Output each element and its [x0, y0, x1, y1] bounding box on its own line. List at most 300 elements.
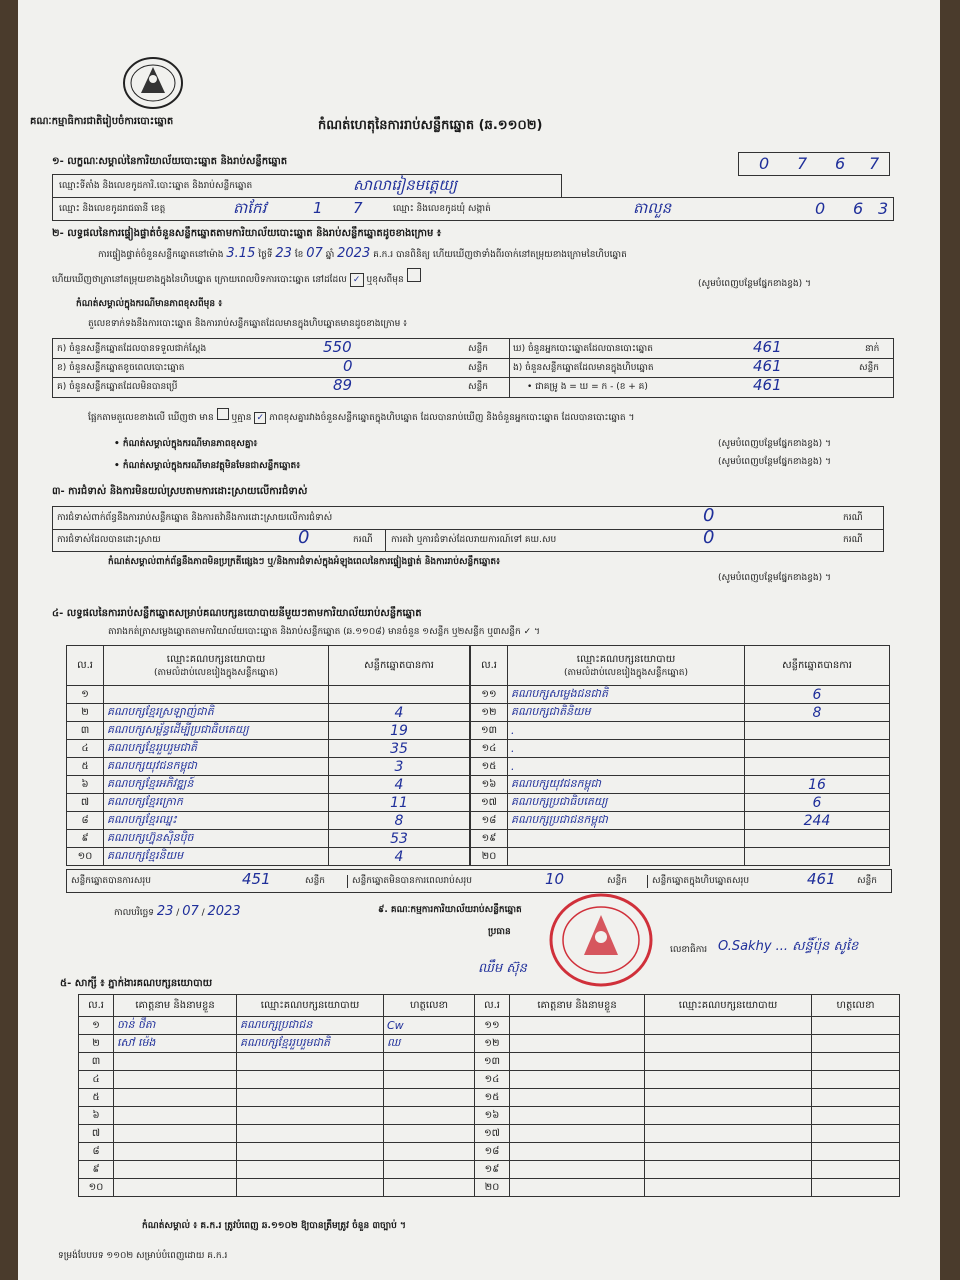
- row-number: ១២: [471, 704, 508, 722]
- has-diff-checkbox[interactable]: [217, 408, 229, 420]
- footer-text: ទម្រង់បែបបទ ១១០២ សម្រាប់បំពេញដោយ គ.ក.រ: [58, 1251, 228, 1261]
- row-number: ១០: [79, 1179, 114, 1197]
- row-number: ៧: [79, 1125, 114, 1143]
- row-number: ១: [79, 1017, 114, 1035]
- witness-name: [510, 1053, 645, 1071]
- figures-intro: តួលេខទាក់ទងនឹងការបោះឆ្នោត និងការរាប់សន្លឹកឆ្នោតដែលមានក្នុងហិបឆ្នោតមានដូចខាងក្រោម ៖: [88, 319, 408, 329]
- witness-row: [79, 1125, 900, 1143]
- witness-name: [114, 1179, 237, 1197]
- witness-signature: [812, 1053, 900, 1071]
- table-row: [67, 830, 470, 848]
- spoiled-label: ខ) ចំនួនសន្លឹកឆ្នោតខូចពេលបោះឆ្នោត: [57, 363, 185, 373]
- party-votes: [745, 848, 890, 866]
- row-number: ១៦: [475, 1107, 510, 1125]
- org-name: គណៈកម្មាធិការជាតិរៀបចំការបោះឆ្នោត: [30, 116, 174, 127]
- witness-row: [79, 1017, 900, 1035]
- witness-name: [510, 1035, 645, 1053]
- objection-label: ការជំទាស់ពាក់ព័ន្ធនឹងការរាប់សន្លឹកឆ្នោត និងការតវ៉ានឹងការដោះស្រាយលើការជំទាស់: [57, 513, 333, 523]
- witness-name: [510, 1161, 645, 1179]
- party-votes: [745, 830, 890, 848]
- witness-signature: [384, 1143, 475, 1161]
- row-number: ៩: [67, 830, 104, 848]
- party-name: គណបក្សសម្ព័ន្ធដើម្បីប្រជាធិបតេយ្យ: [104, 722, 329, 740]
- witness-party: [645, 1125, 812, 1143]
- verify-label: ការផ្ទៀងផ្ទាត់ចំនួនសន្លឹកឆ្នោតនៅម៉ោង: [98, 250, 224, 260]
- party-name: គណបក្សប្រជាជនកម្ពុជា: [508, 812, 745, 830]
- table-row: [471, 740, 890, 758]
- party-votes: 6: [745, 686, 890, 704]
- party-votes: 11: [329, 794, 470, 812]
- no-diff-checkbox[interactable]: ✓: [254, 412, 266, 424]
- section4-subline: តារាងកត់ត្រាសម្លេងឆ្នោតតាមការិយាល័យបោះឆ្នោត និងរាប់សន្លឹកឆ្នោត (ឆ.១១០៨) មានចំនួន ១សន្លឹក ឬ២សន្លឹក ឬ៣សន្លឹក ✓ ។: [108, 627, 540, 637]
- unit-label: សន្លឹក: [468, 363, 488, 373]
- witness-row: [79, 1053, 900, 1071]
- witness-table: [78, 994, 900, 1197]
- witness-signature: [384, 1107, 475, 1125]
- witness-party: [237, 1125, 384, 1143]
- row-number: ១៣: [475, 1053, 510, 1071]
- section3-heading: ៣- ការជំទាស់ និងការមិនយល់ស្របតាមការដោះស្រាយលើការជំទាស់: [52, 486, 308, 497]
- party-votes: 16: [745, 776, 890, 794]
- witness-name: [114, 1161, 237, 1179]
- party-votes: [329, 686, 470, 704]
- table-row: [471, 686, 890, 704]
- col-no-header: ល.រ: [67, 646, 104, 686]
- witness-name: [510, 1071, 645, 1089]
- diff-lead: ផ្អែកតាមតួលេខខាងលើ ឃើញថា មាន: [88, 413, 214, 423]
- chair-signature: ឈឹម ស៊ុន: [478, 961, 527, 976]
- fill-note-4: (សូមបំពេញបន្ថែមផ្នែកខាងខ្វង) ។: [718, 573, 831, 583]
- row-number: ១៤: [475, 1071, 510, 1089]
- official-stamp-icon: [546, 890, 656, 990]
- bullet-diff: • កំណត់សម្គាល់ក្នុងករណីមានភាពខុសគ្នា៖: [114, 439, 258, 449]
- row-number: ៦: [67, 776, 104, 794]
- document-page: [18, 0, 940, 1280]
- month-value: 07: [306, 246, 323, 261]
- witness-col-name: គោត្តនាម និងនាមខ្លួន: [114, 995, 237, 1017]
- witness-col-sign: ហត្ថលេខា: [384, 995, 475, 1017]
- row-number: ៣: [79, 1053, 114, 1071]
- witness-col-party: ឈ្មោះគណបក្សនយោបាយ: [645, 995, 812, 1017]
- unit-case-label: ករណី: [353, 535, 373, 545]
- total-box-value: 461: [807, 870, 836, 888]
- party-votes: 244: [745, 812, 890, 830]
- row-number: ១: [67, 686, 104, 704]
- witness-name: [510, 1107, 645, 1125]
- secretary-signature: O.Sakhy ... សន្ធិ៍ប៉ុន សូខៃ: [718, 939, 859, 954]
- party-votes: 6: [745, 794, 890, 812]
- spoiled-value: 0: [343, 357, 353, 375]
- received-value: 550: [323, 338, 352, 356]
- figures-table: [52, 338, 894, 398]
- inbox-label: ង) ចំនួនសន្លឹកឆ្នោតដែលមានក្នុងហិបឆ្នោត: [513, 363, 654, 373]
- different-checkbox[interactable]: [407, 268, 421, 282]
- province-label: ឈ្មោះ និងលេខកូដរាជធានី ខេត្ត: [59, 204, 166, 214]
- party-name: [508, 848, 745, 866]
- date-day: 23: [156, 904, 174, 919]
- party-votes: 8: [329, 812, 470, 830]
- secretary-label: លេខាធិការ: [670, 945, 708, 955]
- witness-signature: [812, 1089, 900, 1107]
- row-number: ៨: [67, 812, 104, 830]
- witness-row: [79, 1143, 900, 1161]
- seal-text: [52, 268, 421, 287]
- witness-row: [79, 1107, 900, 1125]
- party-name: .: [508, 722, 745, 740]
- table-row: [67, 722, 470, 740]
- row-number: ១២: [475, 1035, 510, 1053]
- witness-party: [237, 1143, 384, 1161]
- nec-logo-icon: [121, 55, 185, 111]
- row-number: ២០: [471, 848, 508, 866]
- received-label: ក) ចំនួនសន្លឹកឆ្នោតដែលបានទទួលជាក់ស្តែង: [57, 344, 207, 354]
- committee-label: ៩. គណៈកម្មការការិយាល័យរាប់សន្លឹកឆ្នោត: [378, 905, 522, 915]
- col-votes-header: សន្លឹកឆ្នោតបានការ: [745, 646, 890, 686]
- witness-party: [645, 1053, 812, 1071]
- section2-heading: ២- លទ្ធផលនៃការផ្ទៀងផ្ទាត់ចំនួនសន្លឹកឆ្នោតតាមការិយាល័យបោះឆ្នោត និងរាប់សន្លឹកឆ្នោតដូចខាងក្រោម ៖: [52, 228, 442, 239]
- appeal-value: 0: [703, 527, 715, 548]
- witness-col-sign: ហត្ថលេខា: [812, 995, 900, 1017]
- witness-party: [645, 1089, 812, 1107]
- row-number: ៥: [79, 1089, 114, 1107]
- row-number: ១១: [475, 1017, 510, 1035]
- witness-party: [237, 1089, 384, 1107]
- difference-line: [88, 408, 888, 425]
- witness-party: [237, 1107, 384, 1125]
- witness-signature: ឈ: [384, 1035, 475, 1053]
- witness-row: [79, 1179, 900, 1197]
- witness-party: គណបក្សខ្មែររួបរួមជាតិ: [237, 1035, 384, 1053]
- row-number: ១៥: [475, 1089, 510, 1107]
- witness-signature: [384, 1089, 475, 1107]
- party-name: គណបក្សជាតិនិយម: [508, 704, 745, 722]
- col-party-header: [508, 646, 745, 686]
- section1-heading: ១- លក្ខណៈសម្គាល់នៃការិយាល័យបោះឆ្នោត និងរាប់សន្លឹកឆ្នោត: [52, 156, 288, 167]
- witness-name: [510, 1017, 645, 1035]
- witness-name: [510, 1089, 645, 1107]
- site-code-digit: 7: [869, 154, 880, 173]
- witness-signature: [812, 1107, 900, 1125]
- party-name: [508, 830, 745, 848]
- party-header-label: ឈ្មោះគណបក្សនយោបាយ: [166, 653, 266, 665]
- row-number: ១៨: [475, 1143, 510, 1161]
- row-number: ៦: [79, 1107, 114, 1125]
- row-number: ១០: [67, 848, 104, 866]
- row-number: ១៧: [475, 1125, 510, 1143]
- witness-name: [510, 1125, 645, 1143]
- witness-signature: [384, 1179, 475, 1197]
- table-row: [471, 776, 890, 794]
- witness-signature: [812, 1143, 900, 1161]
- witness-party: [645, 1161, 812, 1179]
- witness-party: [645, 1035, 812, 1053]
- party-name: គណបក្សយុវជនកម្ពុជា: [508, 776, 745, 794]
- witness-signature: [812, 1071, 900, 1089]
- witness-signature: [812, 1017, 900, 1035]
- year-value: 2023: [337, 246, 371, 261]
- province-code-1: 1: [313, 199, 323, 217]
- table-row: [67, 758, 470, 776]
- verify-desc: គ.ក.រ បានពិនិត្យ ហើយឃើញថាទាំងពីរចាក់នៅតម្រុយខាងក្រោមនៃហិបឆ្នោត: [373, 250, 627, 260]
- total-box-label: សន្លឹកឆ្នោតក្នុងហិបឆ្នោតសរុប: [647, 875, 749, 888]
- unit-label: សន្លឹក: [468, 344, 488, 354]
- table-row: [67, 704, 470, 722]
- row-number: ១៧: [471, 794, 508, 812]
- witness-row: [79, 1089, 900, 1107]
- row-number: ៤: [79, 1071, 114, 1089]
- party-name: គណបក្សខ្មែរស្រឡាញ់ជាតិ: [104, 704, 329, 722]
- unit-label: សន្លឹក: [468, 382, 488, 392]
- site-code-digit: 0: [759, 154, 770, 173]
- chair-label: ប្រធាន: [488, 927, 511, 937]
- commune-value: តាលួន: [633, 199, 672, 217]
- witness-signature: [384, 1125, 475, 1143]
- party-name: គណបក្សសម្លេងជនជាតិ: [508, 686, 745, 704]
- witness-col-no: ល.រ: [475, 995, 510, 1017]
- site-label: ឈ្មោះទីតាំង និងលេខកូដការិ.បោះឆ្នោត និងរាប់សន្លឹកឆ្នោត: [59, 181, 253, 191]
- table-row: [471, 812, 890, 830]
- page-title: កំណត់ហេតុនៃការរាប់សន្លឹកឆ្នោត (ឆ.១១០២): [318, 118, 543, 133]
- row-number: ១៩: [475, 1161, 510, 1179]
- unit-case-label: ករណី: [843, 535, 863, 545]
- fill-note-3: (សូមបំពេញបន្ថែមផ្នែកខាងខ្វង) ។: [718, 457, 831, 467]
- witness-party: [645, 1179, 812, 1197]
- inbox-value: 461: [753, 357, 782, 375]
- unit-case-label: ករណី: [843, 513, 863, 523]
- row-number: ១១: [471, 686, 508, 704]
- witness-party: [237, 1053, 384, 1071]
- witness-party: [645, 1143, 812, 1161]
- witness-name: [114, 1107, 237, 1125]
- table-row: [471, 848, 890, 866]
- row-number: ១៩: [471, 830, 508, 848]
- witness-party: [237, 1161, 384, 1179]
- witness-name: សៅ ម៉េង: [114, 1035, 237, 1053]
- row-number: ២០: [475, 1179, 510, 1197]
- table-row: [67, 794, 470, 812]
- results-table-right: [470, 645, 890, 866]
- col-no-header: ល.រ: [471, 646, 508, 686]
- party-name: គណបក្សហ្វ៊ុនស៊ិនប៉ិច: [104, 830, 329, 848]
- voted-value: 461: [753, 338, 782, 356]
- section5-heading: ៥- សាក្សី ៖ ភ្នាក់ងារគណបក្សនយោបាយ: [60, 978, 213, 989]
- row-number: ៩: [79, 1161, 114, 1179]
- witness-party: [645, 1107, 812, 1125]
- row-number: ២: [67, 704, 104, 722]
- formula-value: 461: [753, 376, 782, 394]
- witness-signature: [812, 1125, 900, 1143]
- fill-note-1: (សូមបំពេញបន្ថែមផ្នែកខាងខ្វង) ។: [698, 279, 811, 289]
- row-number: ៨: [79, 1143, 114, 1161]
- province-value: តាកែវ: [233, 199, 267, 217]
- witness-name: [114, 1053, 237, 1071]
- objection-table: [52, 506, 884, 552]
- witness-signature: [384, 1161, 475, 1179]
- table-row: [471, 704, 890, 722]
- verify-text: [98, 246, 627, 262]
- unit-label: សន្លឹក: [857, 876, 877, 886]
- commune-code-digit: 0: [815, 199, 826, 218]
- totals-row: [66, 869, 892, 893]
- witness-name: [114, 1089, 237, 1107]
- unit-label: សន្លឹក: [607, 876, 627, 886]
- table-row: [471, 722, 890, 740]
- party-votes: 19: [329, 722, 470, 740]
- diff-tail: ភាពខុសគ្នារវាងចំនួនសន្លឹកឆ្នោតក្នុងហិបឆ្នោត ដែលបានរាប់ឃើញ និងចំនួនអ្នកបោះឆ្នោត ដែលបានបោះឆ្នោត ។: [269, 413, 635, 423]
- row-number: ៧: [67, 794, 104, 812]
- fill-note-2: (សូមបំពេញបន្ថែមផ្នែកខាងខ្វង) ។: [718, 439, 831, 449]
- total-invalid-value: 10: [545, 870, 565, 888]
- province-code-2: 7: [353, 199, 363, 217]
- party-votes: 4: [329, 704, 470, 722]
- table-row: [471, 830, 890, 848]
- party-votes: 4: [329, 848, 470, 866]
- day-value: 23: [275, 246, 292, 261]
- witness-signature: [384, 1071, 475, 1089]
- resolved-label: ការជំទាស់ដែលបានដោះស្រាយ: [57, 535, 161, 545]
- party-votes: [745, 758, 890, 776]
- year-label: ឆ្នាំ: [325, 250, 335, 260]
- site-value: សាលារៀនមត្តេយ្យ: [353, 176, 458, 194]
- formula-label: • ជាគម្រូ ង = ឃ = ក - (ខ + គ): [527, 382, 648, 392]
- witness-name: [114, 1125, 237, 1143]
- witness-col-no: ល.រ: [79, 995, 114, 1017]
- date-month: 07: [182, 904, 199, 919]
- seal-desc: ហើយឃើញថាត្រានៅតម្រុយខាងក្នុងនៃហិបឆ្នោត ក្រោយពេលបិទការបោះឆ្នោត នៅដដែល: [52, 275, 347, 285]
- witness-signature: Cw: [384, 1017, 475, 1035]
- witness-party: [237, 1179, 384, 1197]
- witness-name: ចាន់ ថឹតា: [114, 1017, 237, 1035]
- col-votes-header: សន្លឹកឆ្នោតបានការ: [329, 646, 470, 686]
- diff-note: កំណត់សម្គាល់ក្នុងករណីមានភាពខុសពីមុន ៖: [76, 299, 223, 309]
- voted-label: ឃ) ចំនួនអ្នកបោះឆ្នោតដែលបានបោះឆ្នោត: [513, 344, 653, 354]
- party-votes: [745, 740, 890, 758]
- site-row: [52, 174, 562, 198]
- commune-label: ឈ្មោះ និងលេខកូដឃុំ សង្កាត់: [393, 204, 491, 214]
- site-code: [738, 152, 890, 176]
- date-line: កាលបរិច្ឆេទ 23 / 07 / 2023: [114, 904, 241, 919]
- row-number: ១៥: [471, 758, 508, 776]
- party-votes: 53: [329, 830, 470, 848]
- objection-value: 0: [703, 505, 715, 526]
- month-label: ខែ: [294, 250, 304, 260]
- party-name: គណបក្សខ្មែររួបរួមជាតិ: [104, 740, 329, 758]
- commune-code-digit: 3: [878, 199, 889, 218]
- witness-party: គណបក្សប្រជាជន: [237, 1017, 384, 1035]
- table-row: [471, 758, 890, 776]
- witness-name: [510, 1179, 645, 1197]
- witness-name: [114, 1071, 237, 1089]
- party-header-sub: (តាមលំដាប់លេខរៀងក្នុងសន្លឹកឆ្នោត): [564, 667, 688, 678]
- party-name: .: [508, 740, 745, 758]
- witness-party: [237, 1071, 384, 1089]
- commune-code-digit: 6: [853, 199, 864, 218]
- appeal-label: ការតវ៉ា ឬការជំទាស់ដែលរាយការណ៍ទៅ គឃ.សប: [391, 535, 557, 545]
- party-name: គណបក្សខ្មែរឈ្នះ: [104, 812, 329, 830]
- resolved-value: 0: [298, 527, 310, 548]
- witness-party: [645, 1017, 812, 1035]
- total-valid-value: 451: [242, 870, 271, 888]
- total-invalid-label: សន្លឹកឆ្នោតមិនបានការពេលរាប់សរុប: [347, 875, 472, 888]
- bullet-object: • កំណត់សម្គាល់ក្នុងករណីមានវត្ថុមិនមែនជាសន្លឹកឆ្នោត៖: [114, 461, 301, 471]
- party-votes: 8: [745, 704, 890, 722]
- party-header-sub: (តាមលំដាប់លេខរៀងក្នុងសន្លឹកឆ្នោត): [154, 667, 278, 678]
- copies-note: កំណត់សម្គាល់ ៖ គ.ក.រ ត្រូវបំពេញ ឆ.១១០២ ឱ្យបានត្រឹមត្រូវ ចំនួន ៣ច្បាប់ ។: [142, 1221, 406, 1231]
- row-number: ៣: [67, 722, 104, 740]
- table-row: [67, 776, 470, 794]
- table-row: [67, 740, 470, 758]
- unit-person-label: នាក់: [865, 344, 880, 354]
- date-label: កាលបរិច្ឆេទ: [114, 908, 154, 918]
- different-label: ឬខុសពីមុន: [366, 275, 404, 285]
- party-name: .: [508, 758, 745, 776]
- party-votes: 35: [329, 740, 470, 758]
- section4-heading: ៤- លទ្ធផលនៃការរាប់សន្លឹកឆ្នោតសម្រាប់គណបក្សនយោបាយនីមួយៗតាមការិយាល័យរាប់សន្លឹកឆ្នោត: [52, 608, 422, 619]
- row-number: ១៦: [471, 776, 508, 794]
- party-name: គណបក្សខ្មែរក្រោក: [104, 794, 329, 812]
- party-header-label: ឈ្មោះគណបក្សនយោបាយ: [576, 653, 676, 665]
- row-number: ៥: [67, 758, 104, 776]
- unused-value: 89: [333, 376, 353, 394]
- unused-label: គ) ចំនួនសន្លឹកឆ្នោតដែលមិនបានប្រើ: [57, 382, 178, 392]
- verify-time: 3.15: [226, 246, 256, 261]
- witness-name: [510, 1143, 645, 1161]
- witness-party: [645, 1071, 812, 1089]
- row-number: ១៣: [471, 722, 508, 740]
- row-number: ១៨: [471, 812, 508, 830]
- table-row: [67, 686, 470, 704]
- results-table-left: [66, 645, 470, 866]
- day-label: ថ្ងៃទី: [258, 250, 273, 260]
- party-name: គណបក្សយុវជនកម្ពុជា: [104, 758, 329, 776]
- table-row: [67, 848, 470, 866]
- row-number: ២: [79, 1035, 114, 1053]
- witness-col-name: គោត្តនាម និងនាមខ្លួន: [510, 995, 645, 1017]
- table-row: [67, 812, 470, 830]
- unit-label: សន្លឹក: [859, 363, 879, 373]
- col-party-header: [104, 646, 329, 686]
- unit-label: សន្លឹក: [305, 876, 325, 886]
- party-votes: [745, 722, 890, 740]
- witness-row: [79, 1035, 900, 1053]
- witness-signature: [812, 1161, 900, 1179]
- witness-row: [79, 1161, 900, 1179]
- site-code-digit: 6: [835, 154, 846, 173]
- site-code-digit: 7: [797, 154, 808, 173]
- party-name: គណបក្សខ្មែរអភិវឌ្ឍន៍: [104, 776, 329, 794]
- witness-row: [79, 1071, 900, 1089]
- witness-signature: [384, 1053, 475, 1071]
- row-number: ៤: [67, 740, 104, 758]
- party-name: [104, 686, 329, 704]
- witness-signature: [812, 1179, 900, 1197]
- total-valid-label: សន្លឹកឆ្នោតបានការសរុប: [71, 876, 151, 886]
- party-name: គណបក្សខ្មែរនិយម: [104, 848, 329, 866]
- witness-signature: [812, 1035, 900, 1053]
- party-name: គណបក្សប្រជាធិបតេយ្យ: [508, 794, 745, 812]
- irregularity-note: កំណត់សម្គាល់ពាក់ព័ន្ធនឹងភាពមិនប្រក្រតីផ្សេងៗ ឬ/និងការជំទាស់ក្នុងអំឡុងពេលនៃការផ្ទៀងផ្ទាត់ និងការរាប់សន្លឹកឆ្នោត៖: [108, 557, 501, 567]
- no-diff-label: ឬគ្មាន: [231, 413, 252, 423]
- witness-col-party: ឈ្មោះគណបក្សនយោបាយ: [237, 995, 384, 1017]
- table-row: [471, 794, 890, 812]
- witness-name: [114, 1143, 237, 1161]
- location-row: [52, 197, 894, 221]
- row-number: ១៤: [471, 740, 508, 758]
- party-votes: 3: [329, 758, 470, 776]
- date-year: 2023: [207, 904, 241, 919]
- party-votes: 4: [329, 776, 470, 794]
- same-checkbox[interactable]: ✓: [350, 273, 364, 287]
